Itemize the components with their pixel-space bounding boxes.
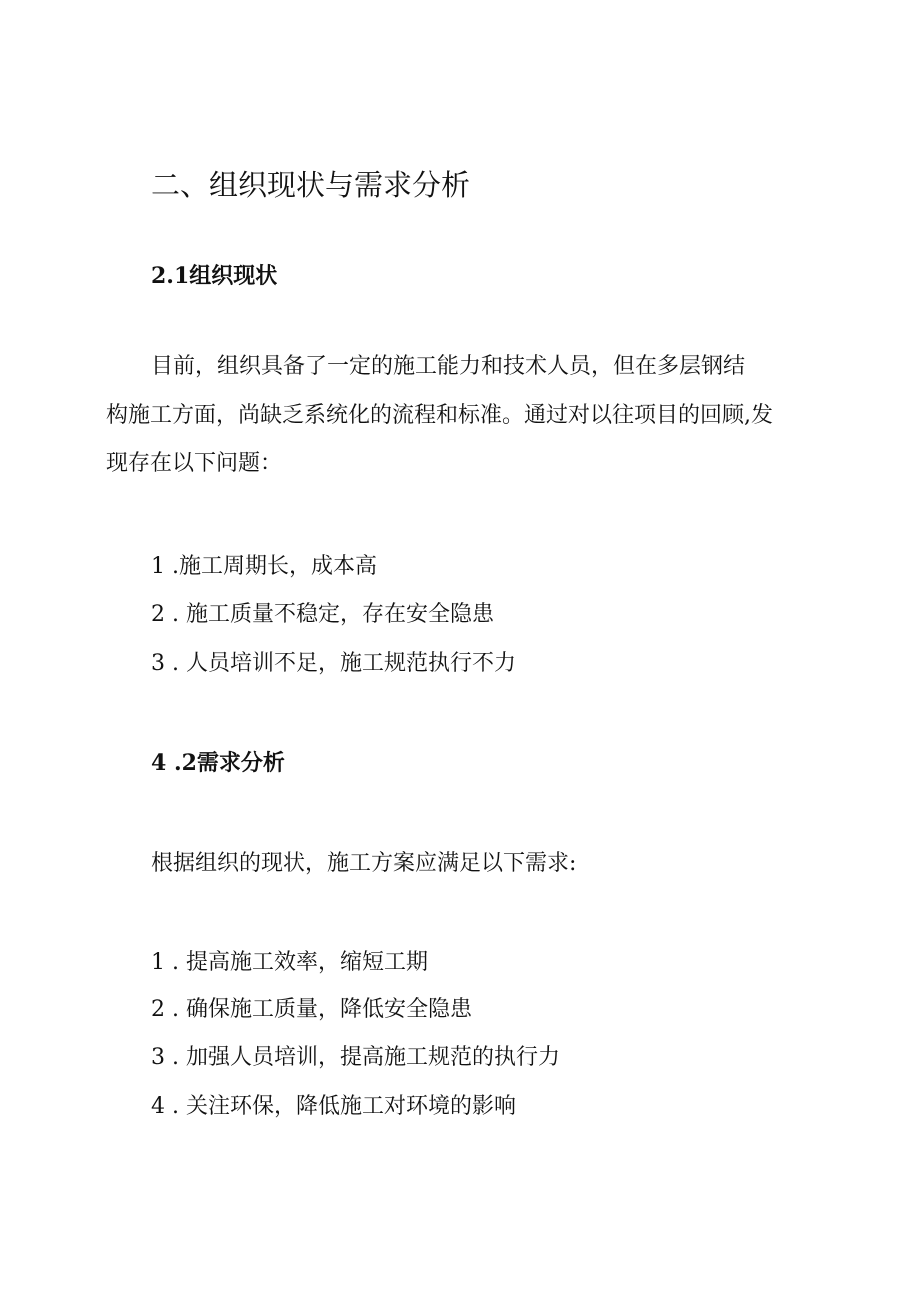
need-list-item: 1 . 提高施工效率，缩短工期: [151, 950, 428, 975]
need-list-item: 2 . 确保施工质量，降低安全隐患: [151, 997, 472, 1022]
current-status-heading: 2.1组织现状: [151, 263, 278, 289]
problem-list-item: 1 .施工周期长，成本高: [151, 554, 377, 579]
paragraph-line: 构施工方面，尚缺乏系统化的流程和标准。通过对以往项目的回顾,发: [106, 403, 773, 428]
problem-list-item: 3 . 人员培训不足，施工规范执行不力: [151, 651, 516, 676]
needs-intro: 根据组织的现状，施工方案应满足以下需求:: [151, 851, 577, 876]
paragraph-line: 现存在以下问题：: [106, 451, 283, 476]
section-title: 二、组织现状与需求分析: [151, 168, 471, 202]
need-list-item: 3 . 加强人员培训，提高施工规范的执行力: [151, 1045, 560, 1070]
needs-analysis-heading: 4 .2需求分析: [151, 750, 285, 776]
need-list-item: 4 . 关注环保，降低施工对环境的影响: [151, 1094, 516, 1119]
problem-list-item: 2 . 施工质量不稳定，存在安全隐患: [151, 602, 494, 627]
paragraph-line: 目前，组织具备了一定的施工能力和技术人员，但在多层钢结: [151, 354, 746, 379]
